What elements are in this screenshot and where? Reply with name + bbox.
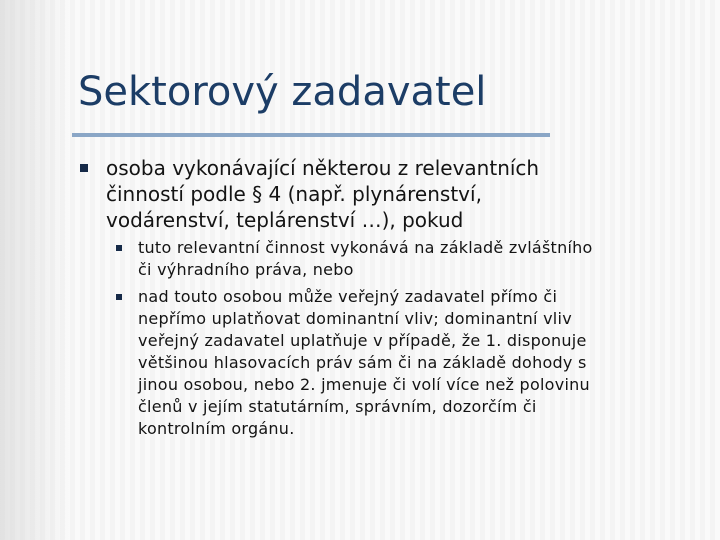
text-line: tuto relevantní činnost vykonává na základě zvláštního [138, 238, 593, 257]
text-line: nad touto osobou může veřejný zadavatel přímo či [138, 287, 558, 306]
left-shadow [0, 0, 70, 540]
square-bullet-icon [116, 245, 122, 251]
title-underline [72, 133, 550, 137]
text-line: nepřímo uplatňovat dominantní vliv; dominantní vliv [138, 309, 572, 328]
square-bullet-icon [80, 164, 88, 172]
sub-bullet-text [138, 286, 708, 440]
sub-bullet-text [138, 237, 708, 281]
square-bullet-icon [116, 294, 122, 300]
text-line: činností podle § 4 (např. plynárenství, [106, 182, 482, 206]
text-line: většinou hlasovacích práv sám či na základě dohody s [138, 353, 587, 372]
text-line: veřejný zadavatel uplatňuje v případě, že 1. disponuje [138, 331, 587, 350]
text-line: či výhradního práva, nebo [138, 260, 354, 279]
text-line: vodárenství, teplárenství …), pokud [106, 208, 464, 232]
text-line: členů v jejím statutárním, správním, dozorčím či [138, 397, 537, 416]
slide-title: Sektorový zadavatel [78, 69, 487, 115]
bullet-text [106, 155, 666, 233]
text-line: jinou osobou, nebo 2. jmenuje či volí více než polovinu [138, 375, 590, 394]
text-line: osoba vykonávající některou z relevantních [106, 156, 540, 180]
text-line: kontrolním orgánu. [138, 419, 295, 438]
